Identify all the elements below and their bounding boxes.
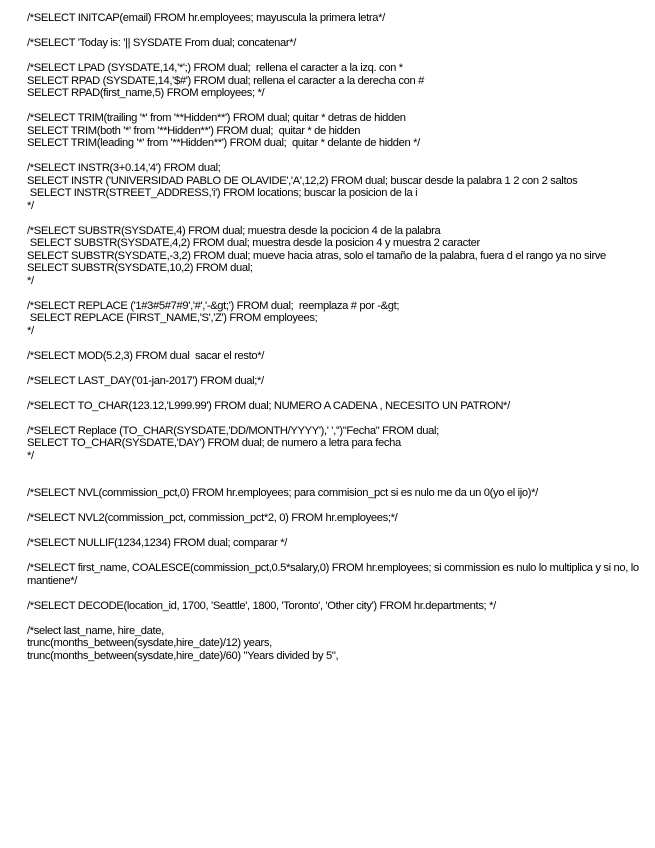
- code-line: */: [27, 199, 34, 212]
- document-body: [27, 12, 642, 675]
- code-paragraph: [27, 487, 642, 500]
- code-line: /*SELECT NVL(commission_pct,0) FROM hr.employees; para commision_pct si es nulo me da un 0(yo el ijo)*/: [27, 487, 538, 499]
- code-line: /*SELECT REPLACE ('1#3#5#7#9','#','-&gt;') FROM dual; reemplaza # por -&gt;: [27, 299, 400, 312]
- code-paragraph: [27, 400, 642, 413]
- code-line: SELECT TO_CHAR(SYSDATE,'DAY') FROM dual; de numero a letra para fecha: [27, 437, 401, 449]
- code-line: /*SELECT DECODE(location_id, 1700, 'Seattle', 1800, 'Toronto', 'Other city') FROM hr.departments; */: [27, 599, 496, 612]
- code-line: trunc(months_between(sysdate,hire_date)/12) years,: [27, 637, 272, 649]
- code-line: /*SELECT INITCAP(email) FROM hr.employees; mayuscula la primera letra*/: [27, 12, 385, 24]
- code-line: /*SELECT 'Today is: '|| SYSDATE From dual; concatenar*/: [27, 37, 296, 49]
- code-line: SELECT TRIM(both '*' from '**Hidden**') FROM dual; quitar * de hidden: [27, 124, 361, 137]
- code-paragraph: [27, 112, 642, 150]
- code-line: SELECT RPAD (SYSDATE,14,'$#') FROM dual; rellena el caracter a la derecha con #: [27, 74, 424, 87]
- code-line: /*SELECT NVL2(commission_pct, commission_pct*2, 0) FROM hr.employees;*/: [27, 512, 398, 524]
- code-line: SELECT TRIM(leading '*' from '**Hidden**') FROM dual; quitar * delante de hidden */: [27, 137, 420, 149]
- code-line: SELECT INSTR ('UNIVERSIDAD PABLO DE OLAVIDE','A',12,2) FROM dual; buscar desde la palabra 1 2 con 2 saltos: [27, 174, 578, 187]
- code-paragraph: [27, 225, 642, 288]
- code-line: /*SELECT LAST_DAY('01-jan-2017') FROM dual;*/: [27, 374, 264, 387]
- code-paragraph: [27, 350, 642, 363]
- code-line: */: [27, 324, 34, 337]
- code-paragraph: [27, 537, 642, 550]
- code-paragraph: [27, 600, 642, 613]
- code-paragraph: [27, 425, 642, 463]
- code-paragraph: [27, 625, 642, 663]
- code-line: /*SELECT NULLIF(1234,1234) FROM dual; comparar */: [27, 537, 287, 549]
- code-paragraph: [27, 62, 642, 100]
- code-paragraph: [27, 37, 642, 50]
- code-paragraph: [27, 375, 642, 388]
- code-line: SELECT INSTR(STREET_ADDRESS,'i') FROM locations; buscar la posicion de la i: [27, 187, 418, 199]
- code-paragraph: [27, 12, 642, 25]
- code-line: */: [27, 449, 34, 462]
- code-line: SELECT SUBSTR(SYSDATE,-3,2) FROM dual; mueve hacia atras, solo el tamaño de la palabra, fuera d el rango ya no sirve: [27, 249, 606, 262]
- code-paragraph: [27, 562, 642, 587]
- code-paragraph: [27, 512, 642, 525]
- code-line: trunc(months_between(sysdate,hire_date)/60) "Years divided by 5",: [27, 649, 339, 662]
- code-line: SELECT SUBSTR(SYSDATE,10,2) FROM dual;: [27, 262, 253, 274]
- code-line: /*SELECT INSTR(3+0.14,'4') FROM dual;: [27, 162, 221, 174]
- code-line: /*SELECT SUBSTR(SYSDATE,4) FROM dual; muestra desde la pocicion 4 de la palabra: [27, 224, 441, 237]
- code-line: SELECT REPLACE (FIRST_NAME,'S','Z') FROM employees;: [27, 312, 318, 324]
- code-paragraph: [27, 162, 642, 212]
- code-line: SELECT RPAD(first_name,5) FROM employees; */: [27, 87, 265, 99]
- code-paragraph: [27, 300, 642, 338]
- code-line: /*SELECT MOD(5.2,3) FROM dual sacar el resto*/: [27, 349, 265, 362]
- code-line: */: [27, 274, 34, 287]
- code-line: /*SELECT Replace (TO_CHAR(SYSDATE,'DD/MONTH/YYYY'),' ','')"Fecha" FROM dual;: [27, 424, 439, 437]
- code-line: /*SELECT LPAD (SYSDATE,14,'*';) FROM dual; rellena el caracter a la izq. con *: [27, 62, 403, 74]
- code-line: /*select last_name, hire_date,: [27, 624, 164, 637]
- code-line: /*SELECT TRIM(trailing '*' from '**Hidden**') FROM dual; quitar * detras de hidden: [27, 112, 406, 124]
- code-line: /*SELECT first_name, COALESCE(commission_pct,0.5*salary,0) FROM hr.employees; si commission es nulo lo multiplica y si no, lo mantiene*/: [27, 562, 642, 587]
- code-line: SELECT SUBSTR(SYSDATE,4,2) FROM dual; muestra desde la posicion 4 y muestra 2 caracter: [27, 237, 480, 249]
- code-line: /*SELECT TO_CHAR(123.12,'L999.99') FROM dual; NUMERO A CADENA , NECESITO UN PATRON*/: [27, 399, 510, 412]
